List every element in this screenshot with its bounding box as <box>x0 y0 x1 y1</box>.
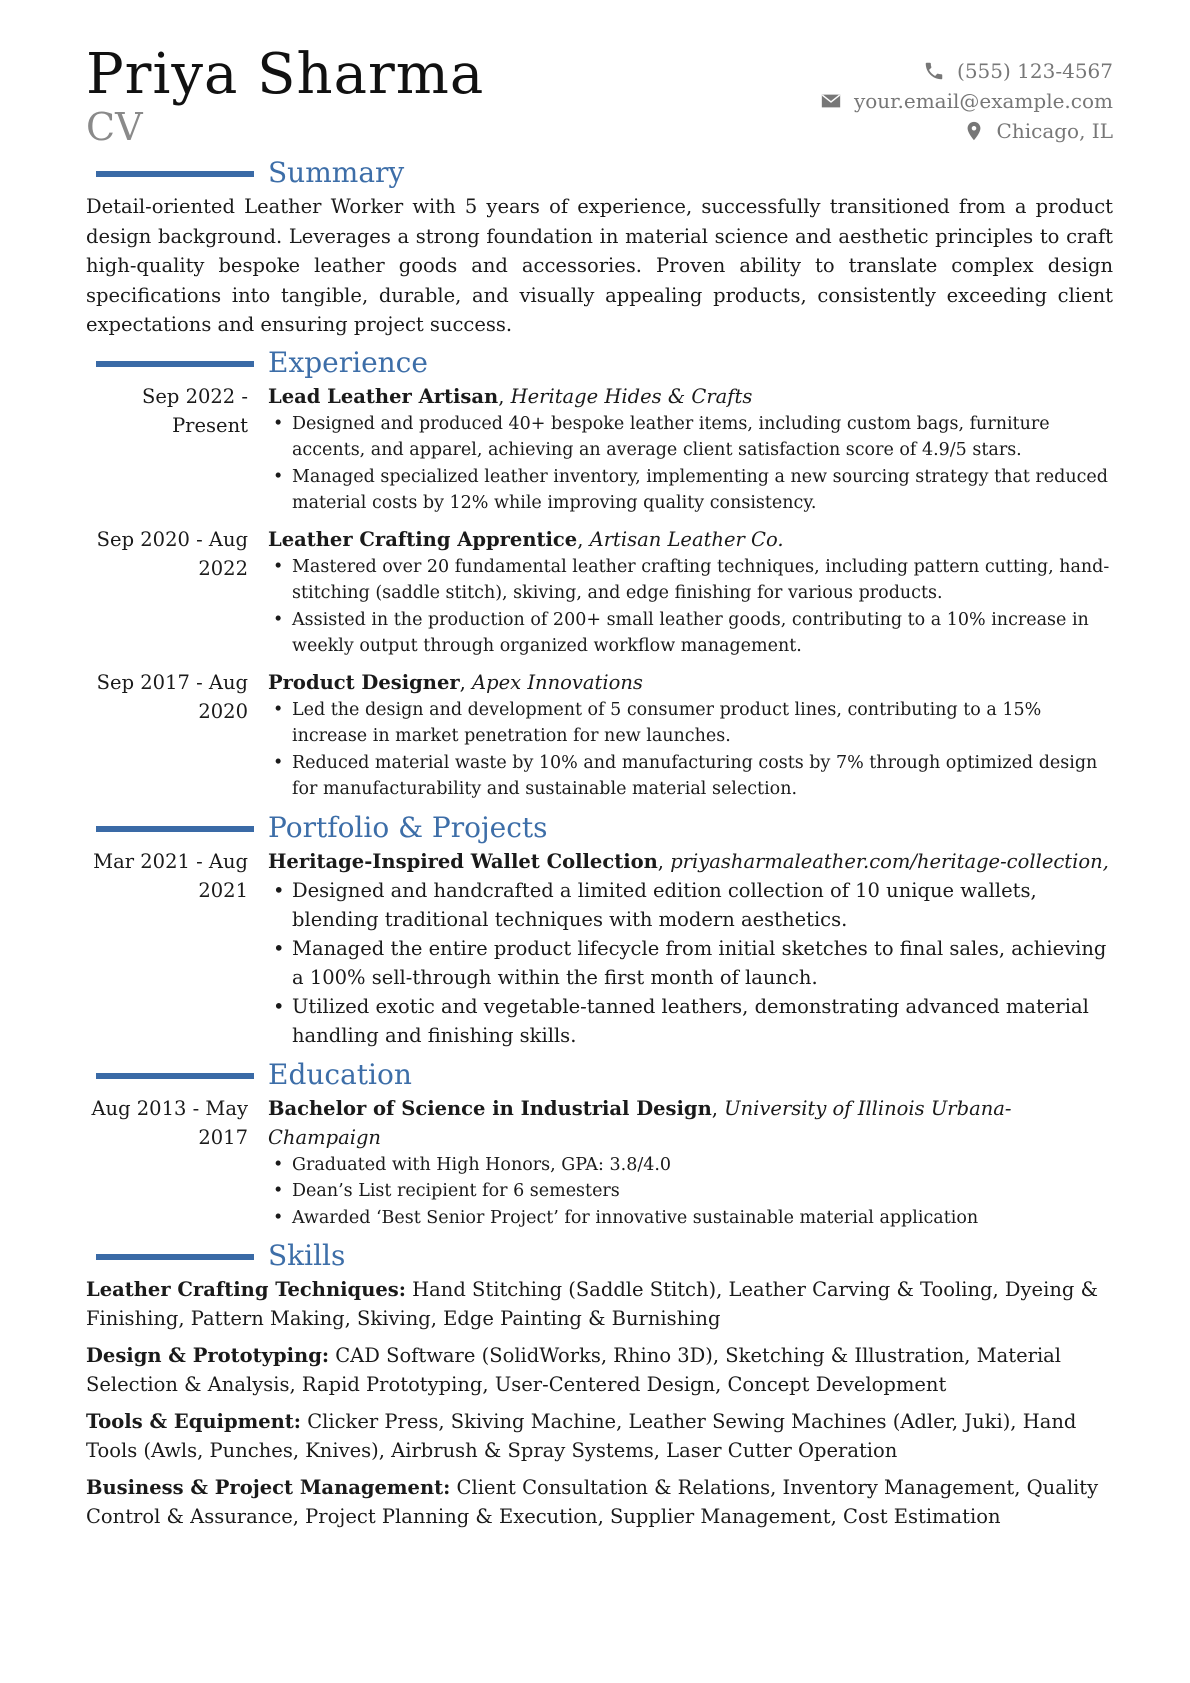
section-bar <box>96 361 254 367</box>
experience-entry <box>86 382 1113 517</box>
bullet-item: • Utilized exotic and vegetable-tanned leathers, demonstrating advanced material handling and finishing skills. <box>292 992 1113 1050</box>
person-name: Priya Sharma <box>86 42 485 107</box>
experience-heading <box>86 346 1113 382</box>
map-pin-icon <box>963 120 985 142</box>
entry-title: Leather Crafting Apprentice, Artisan Leather Co. <box>268 527 784 551</box>
entry-body <box>268 382 1113 517</box>
skill-group <box>86 1473 1113 1531</box>
entry-date: Mar 2021 - Aug 2021 <box>93 849 248 902</box>
header <box>86 44 1113 156</box>
section-bar <box>96 171 254 177</box>
bullet-item: • Managed the entire product lifecycle from initial sketches to final sales, achieving a 100% sell-through within the first month of launch. <box>292 934 1113 992</box>
entry-role: Lead Leather Artisan <box>268 384 499 408</box>
phone-icon <box>923 60 945 82</box>
section-bar <box>96 1073 254 1079</box>
bullet-item: • Managed specialized leather inventory, implementing a new sourcing strategy that reduced material costs by 12% while improving quality consistency. <box>292 464 1113 517</box>
entry-date: Sep 2017 - Aug 2020 <box>96 670 248 723</box>
entry-role: Product Designer <box>268 670 460 694</box>
contact-block <box>820 56 1113 146</box>
entry-title: Heritage-Inspired Wallet Collection, priyasharmaleather.com/heritage-collection, <box>268 849 1109 873</box>
entry-org: Artisan Leather Co. <box>589 527 784 551</box>
entry-bullets <box>268 1152 1113 1232</box>
summary-text: Detail-oriented Leather Worker with 5 years of experience, successfully transitioned from a product design background. Leverages a strong foundation in material science and aesthetic principles to craft high-quality bespoke leather goods and accessories. Proven ability to translate complex design specifications into tangible, durable, and visually appealing products, consistently exceeding client expectations and ensuring project success. <box>86 195 1113 336</box>
bullet-item: • Designed and produced 40+ bespoke leather items, including custom bags, furniture accents, and apparel, achieving an average client satisfaction score of 4.9/5 stars. <box>292 411 1113 464</box>
skill-text: Hand Stitching (Saddle Stitch), Leather Carving & Tooling, Dyeing & Finishing, Pattern Making, Skiving, Edge Painting & Burnishing <box>86 1278 1098 1330</box>
location-text: Chicago, IL <box>996 119 1113 143</box>
entry-body <box>268 1094 1113 1232</box>
skill-text: Client Consultation & Relations, Inventory Management, Quality Control & Assurance, Project Planning & Execution, Supplier Management, Cost Estimation <box>86 1476 1099 1528</box>
entry-role: Bachelor of Science in Industrial Design <box>268 1096 712 1120</box>
bullet-item: • Reduced material waste by 10% and manufacturing costs by 7% through optimized design for manufacturability and sustainable material selection. <box>292 750 1113 803</box>
summary-heading <box>86 156 1113 192</box>
section-title: Portfolio & Projects <box>268 810 548 844</box>
skills-heading <box>86 1239 1113 1275</box>
bullet-item: • Led the design and development of 5 consumer product lines, contributing to a 15% increase in market penetration for new launches. <box>292 697 1113 750</box>
entry-body <box>268 525 1113 660</box>
entry-org: University of Illinois Urbana-Champaign <box>268 1096 1012 1149</box>
entry-role: Leather Crafting Apprentice <box>268 527 578 551</box>
entry-title: Bachelor of Science in Industrial Design, University of Illinois Urbana-Champaign <box>268 1096 1012 1149</box>
entry-org: Apex Innovations <box>472 670 643 694</box>
contact-email <box>820 86 1113 116</box>
skill-group <box>86 1407 1113 1465</box>
entry-title: Product Designer, Apex Innovations <box>268 670 643 694</box>
education-heading <box>86 1058 1113 1094</box>
section-bar <box>96 826 254 832</box>
entry-title: Lead Leather Artisan, Heritage Hides & Crafts <box>268 384 753 408</box>
skill-label: Tools & Equipment: <box>86 1410 301 1433</box>
envelope-icon <box>820 90 842 112</box>
section-title: Summary <box>268 156 405 189</box>
skill-group <box>86 1275 1113 1333</box>
section-title: Experience <box>268 345 428 379</box>
project-link[interactable]: priyasharmaleather.com/heritage-collection, <box>670 849 1109 873</box>
phone-text[interactable]: (555) 123-4567 <box>957 59 1113 83</box>
skill-label: Business & Project Management: <box>86 1476 451 1499</box>
document-subtitle: CV <box>86 105 143 149</box>
entry-org: Heritage Hides & Crafts <box>510 384 753 408</box>
bullet-item: • Dean’s List recipient for 6 semesters <box>292 1178 1113 1205</box>
section-title: Skills <box>268 1239 346 1272</box>
entry-date: Sep 2022 - Present <box>142 384 248 437</box>
skill-label: Design & Prototyping: <box>86 1344 330 1367</box>
entry-body <box>268 668 1113 803</box>
entry-date: Sep 2020 - Aug 2022 <box>96 527 248 580</box>
entry-role: Heritage-Inspired Wallet Collection <box>268 849 658 873</box>
bullet-item: • Mastered over 20 fundamental leather crafting techniques, including pattern cutting, hand-stitching (saddle stitch), skiving, and edge finishing for various products. <box>292 554 1113 607</box>
portfolio-entry <box>86 847 1113 1050</box>
entry-bullets <box>268 697 1113 803</box>
bullet-item: • Designed and handcrafted a limited edition collection of 10 unique wallets, blending traditional techniques with modern aesthetics. <box>292 876 1113 934</box>
contact-phone <box>820 56 1113 86</box>
entry-bullets <box>268 411 1113 517</box>
skill-text: Clicker Press, Skiving Machine, Leather Sewing Machines (Adler, Juki), Hand Tools (Awls, Punches, Knives), Airbrush & Spray Systems, Laser Cutter Operation <box>86 1410 1077 1462</box>
experience-entry <box>86 525 1113 660</box>
section-title: Education <box>268 1057 412 1091</box>
entry-body <box>268 847 1113 1050</box>
contact-location <box>820 116 1113 146</box>
entry-bullets <box>268 876 1113 1050</box>
bullet-item: • Graduated with High Honors, GPA: 3.8/4.0 <box>292 1152 1113 1179</box>
experience-entry <box>86 668 1113 803</box>
bullet-item: • Assisted in the production of 200+ small leather goods, contributing to a 10% increase in weekly output through organized workflow management. <box>292 607 1113 660</box>
skill-text: CAD Software (SolidWorks, Rhino 3D), Sketching & Illustration, Material Selection & Analysis, Rapid Prototyping, User-Centered Design, Concept Development <box>86 1344 1062 1396</box>
education-entry <box>86 1094 1113 1232</box>
section-bar <box>96 1254 254 1260</box>
entry-date: Aug 2013 - May 2017 <box>91 1096 248 1149</box>
skill-label: Leather Crafting Techniques: <box>86 1278 406 1301</box>
email-text[interactable]: your.email@example.com <box>853 89 1113 113</box>
portfolio-heading <box>86 811 1113 847</box>
bullet-item: • Awarded ‘Best Senior Project’ for innovative sustainable material application <box>292 1205 1113 1232</box>
skill-group <box>86 1341 1113 1399</box>
entry-bullets <box>268 554 1113 660</box>
